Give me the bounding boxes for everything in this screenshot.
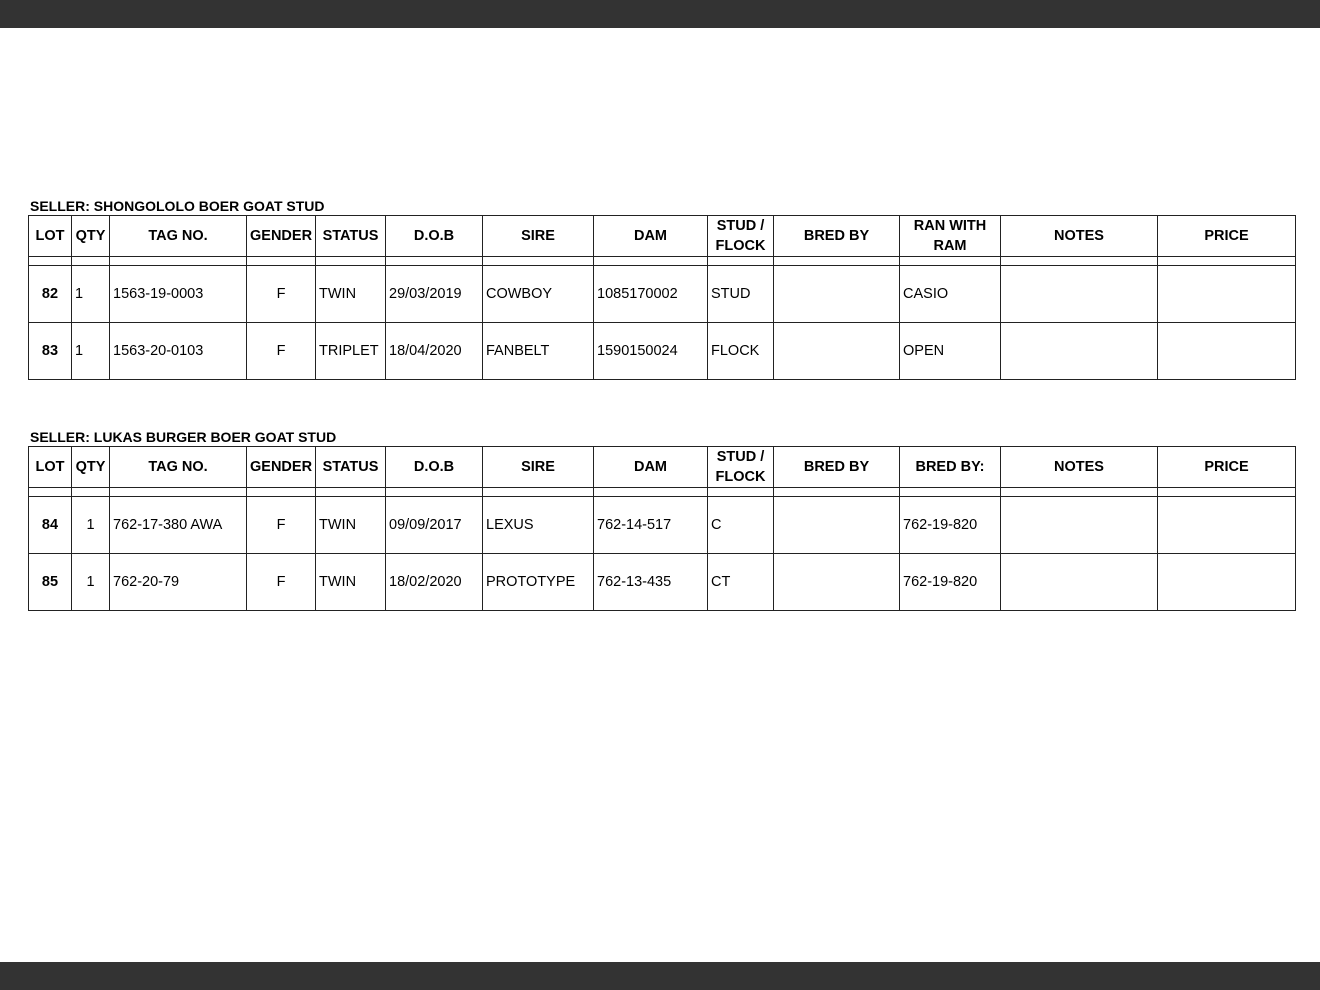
cell-ran-with-ram: CASIO (900, 266, 1001, 323)
cell-dob: 18/02/2020 (386, 554, 483, 611)
header-dam: DAM (594, 216, 708, 257)
header-price: PRICE (1158, 216, 1296, 257)
cell-sire: COWBOY (483, 266, 594, 323)
header-sire: SIRE (483, 447, 594, 488)
cell-lot: 83 (29, 323, 72, 380)
header-stud-flock: STUD / FLOCK (708, 447, 774, 488)
viewer-bottom-bar (0, 962, 1320, 990)
table-row (29, 323, 1296, 380)
cell-lot: 85 (29, 554, 72, 611)
cell-qty: 1 (72, 554, 110, 611)
cell-gender: F (247, 554, 316, 611)
cell-bred-by (774, 323, 900, 380)
viewer-top-bar (0, 0, 1320, 28)
cell-stud-flock: STUD (708, 266, 774, 323)
header-notes: NOTES (1001, 447, 1158, 488)
seller-section-shongololo (28, 197, 1295, 380)
header-gender: GENDER (247, 447, 316, 488)
header-bred-by: BRED BY (774, 447, 900, 488)
cell-qty: 1 (72, 266, 110, 323)
header-status: STATUS (316, 216, 386, 257)
table-row (29, 554, 1296, 611)
seller-title: SELLER: LUKAS BURGER BOER GOAT STUD (30, 429, 337, 445)
cell-lot: 84 (29, 497, 72, 554)
header-notes: NOTES (1001, 216, 1158, 257)
header-price: PRICE (1158, 447, 1296, 488)
cell-dam: 1590150024 (594, 323, 708, 380)
cell-dam: 762-13-435 (594, 554, 708, 611)
header-status: STATUS (316, 447, 386, 488)
cell-stud-flock: C (708, 497, 774, 554)
seller-section-lukas-burger (28, 428, 1295, 611)
header-sire: SIRE (483, 216, 594, 257)
cell-bred-by-2: 762-19-820 (900, 554, 1001, 611)
table-row (29, 497, 1296, 554)
cell-notes (1001, 266, 1158, 323)
header-tag-no: TAG NO. (110, 216, 247, 257)
seller-title: SELLER: SHONGOLOLO BOER GOAT STUD (30, 198, 325, 214)
cell-bred-by (774, 266, 900, 323)
cell-price (1158, 266, 1296, 323)
header-dob: D.O.B (386, 447, 483, 488)
cell-price (1158, 323, 1296, 380)
cell-bred-by (774, 554, 900, 611)
cell-notes (1001, 497, 1158, 554)
header-lot: LOT (29, 216, 72, 257)
cell-dob: 18/04/2020 (386, 323, 483, 380)
cell-bred-by (774, 497, 900, 554)
cell-notes (1001, 554, 1158, 611)
cell-price (1158, 554, 1296, 611)
spacer-row (29, 488, 1296, 497)
header-bred-by: BRED BY (774, 216, 900, 257)
lots-table (28, 215, 1296, 380)
cell-dob: 29/03/2019 (386, 266, 483, 323)
cell-gender: F (247, 497, 316, 554)
header-stud-flock: STUD / FLOCK (708, 216, 774, 257)
header-lot: LOT (29, 447, 72, 488)
header-ran-with-ram: RAN WITH RAM (900, 216, 1001, 257)
header-dob: D.O.B (386, 216, 483, 257)
header-tag-no: TAG NO. (110, 447, 247, 488)
cell-sire: FANBELT (483, 323, 594, 380)
cell-gender: F (247, 266, 316, 323)
cell-tag: 1563-20-0103 (110, 323, 247, 380)
cell-lot: 82 (29, 266, 72, 323)
header-row (29, 216, 1296, 257)
cell-qty: 1 (72, 323, 110, 380)
cell-dob: 09/09/2017 (386, 497, 483, 554)
header-qty: QTY (72, 216, 110, 257)
header-row (29, 447, 1296, 488)
cell-tag: 762-17-380 AWA (110, 497, 247, 554)
cell-ran-with-ram: OPEN (900, 323, 1001, 380)
cell-sire: LEXUS (483, 497, 594, 554)
cell-stud-flock: FLOCK (708, 323, 774, 380)
header-bred-by-2: BRED BY: (900, 447, 1001, 488)
cell-stud-flock: CT (708, 554, 774, 611)
cell-status: TWIN (316, 554, 386, 611)
header-gender: GENDER (247, 216, 316, 257)
cell-price (1158, 497, 1296, 554)
header-dam: DAM (594, 447, 708, 488)
cell-qty: 1 (72, 497, 110, 554)
cell-notes (1001, 323, 1158, 380)
cell-gender: F (247, 323, 316, 380)
cell-status: TRIPLET (316, 323, 386, 380)
cell-dam: 1085170002 (594, 266, 708, 323)
cell-sire: PROTOTYPE (483, 554, 594, 611)
cell-status: TWIN (316, 266, 386, 323)
lots-table (28, 446, 1296, 611)
table-row (29, 266, 1296, 323)
cell-dam: 762-14-517 (594, 497, 708, 554)
spacer-row (29, 257, 1296, 266)
cell-tag: 762-20-79 (110, 554, 247, 611)
cell-tag: 1563-19-0003 (110, 266, 247, 323)
header-qty: QTY (72, 447, 110, 488)
cell-bred-by-2: 762-19-820 (900, 497, 1001, 554)
cell-status: TWIN (316, 497, 386, 554)
